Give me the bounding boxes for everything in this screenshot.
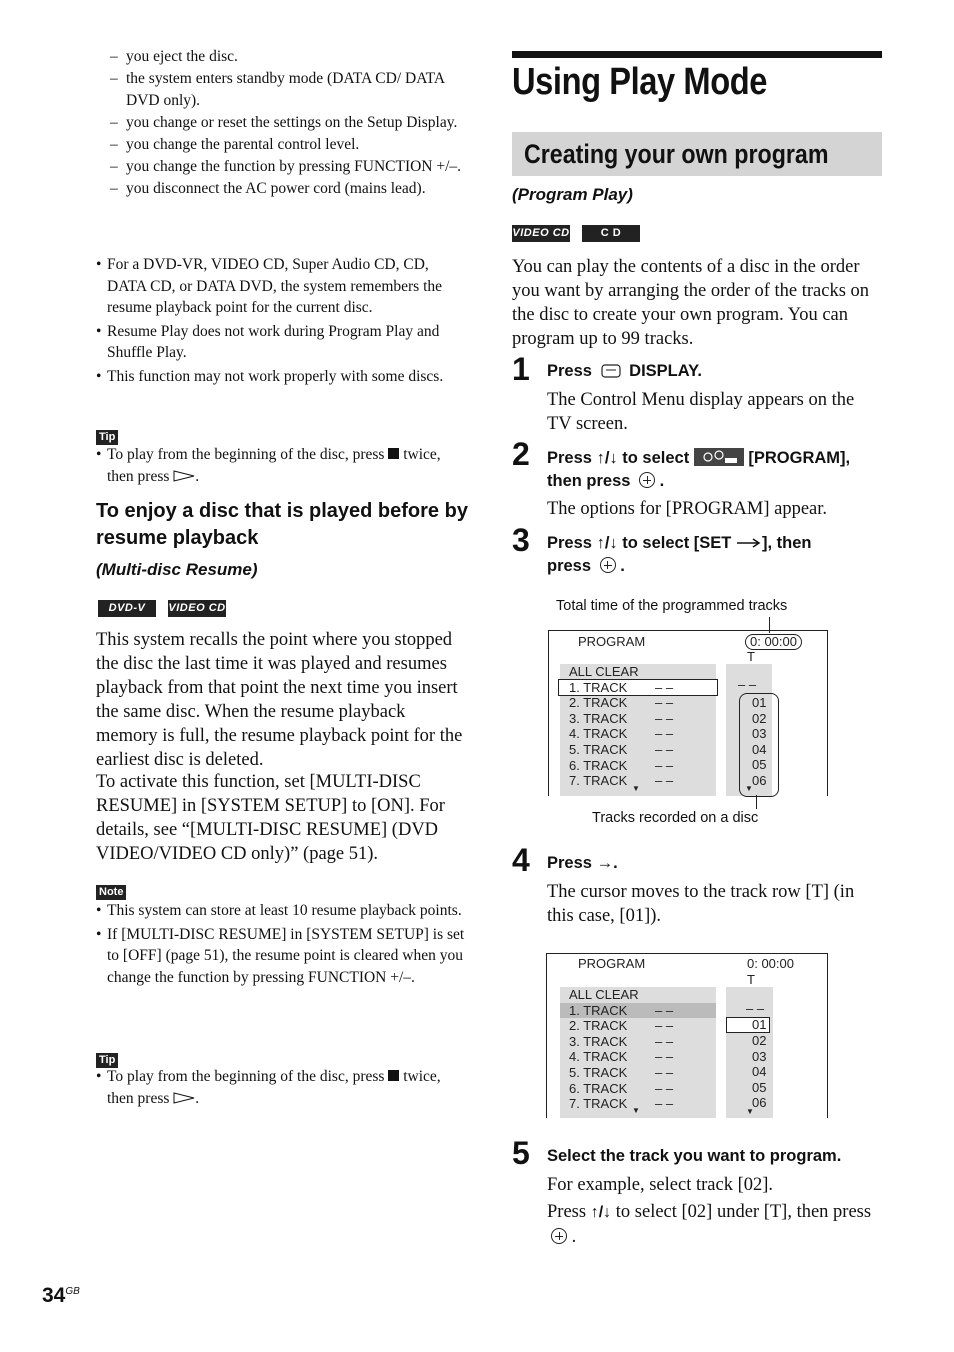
scroll-down-icon[interactable]: ▼ bbox=[632, 784, 640, 793]
track-dashes: – – bbox=[655, 1080, 674, 1096]
track-dashes: – – bbox=[655, 1002, 674, 1018]
play-icon bbox=[173, 470, 195, 482]
tip-text-a: To play from the beginning of the disc, press bbox=[107, 446, 385, 463]
step-2-body: The options for [PROGRAM] appear. bbox=[547, 499, 828, 519]
scroll-down-icon[interactable]: ▼ bbox=[745, 784, 753, 793]
track-label: 4. TRACK bbox=[569, 726, 628, 742]
track-row[interactable] bbox=[560, 758, 716, 774]
track-label: 5. TRACK bbox=[569, 741, 628, 757]
step-text: [PROGRAM], bbox=[748, 449, 851, 467]
track-label: 6. TRACK bbox=[569, 1080, 628, 1096]
track-row[interactable] bbox=[560, 742, 716, 758]
track-label: 1. TRACK bbox=[569, 679, 628, 695]
t-label: T bbox=[747, 649, 755, 664]
section-heading bbox=[96, 498, 468, 552]
step-text: ], then bbox=[761, 534, 812, 552]
track-row[interactable] bbox=[560, 726, 716, 742]
track-dashes: – – bbox=[655, 773, 674, 789]
stop-icon bbox=[388, 448, 399, 459]
list-item: – you change the parental control level. bbox=[108, 134, 468, 156]
tip-text-2 bbox=[96, 1066, 468, 1111]
track-number: 04 bbox=[752, 741, 767, 757]
note-block bbox=[96, 882, 126, 900]
track-number: 05 bbox=[752, 1079, 767, 1095]
list-item: • If [MULTI-DISC RESUME] in [SYSTEM SETUP] is set to [OFF] (page 51), the resume point is cleared when you change the function by pressing FUNCTION +/–. bbox=[96, 924, 468, 989]
step-5-body-2: Press ↑/↓ to select [02] under [T], then press . bbox=[547, 1202, 872, 1247]
note-label: Note bbox=[96, 885, 126, 900]
video-cd-badge: VIDEO CD bbox=[512, 225, 570, 242]
tip-text bbox=[96, 444, 468, 489]
step-number: 4 bbox=[512, 842, 530, 878]
caption-total-time: Total time of the programmed tracks bbox=[556, 598, 788, 614]
track-dashes: – – bbox=[655, 1096, 674, 1112]
display-button-icon bbox=[601, 364, 621, 378]
track-row-highlighted[interactable] bbox=[560, 1003, 716, 1019]
play-icon bbox=[173, 1092, 195, 1104]
step-1-body: The Control Menu display appears on the TV screen. bbox=[547, 390, 855, 434]
step-text: to select [SET bbox=[622, 534, 732, 552]
step-text: press bbox=[547, 557, 592, 575]
track-row[interactable] bbox=[560, 711, 716, 727]
page-number-value: 34 bbox=[42, 1284, 66, 1307]
track-number-list[interactable] bbox=[739, 693, 779, 797]
step-5-heading: Select the track you want to program. bbox=[547, 1147, 842, 1165]
track-number-selected[interactable]: 01 bbox=[726, 1017, 770, 1033]
track-number: 03 bbox=[752, 1048, 767, 1064]
program-menu-icon bbox=[694, 448, 744, 466]
enter-button-icon bbox=[600, 557, 616, 573]
all-clear-item[interactable]: ALL CLEAR bbox=[569, 664, 639, 679]
step-text: Press bbox=[547, 449, 592, 467]
track-label: 7. TRACK bbox=[569, 1096, 628, 1112]
track-dashes: – – bbox=[655, 741, 674, 757]
scroll-down-icon[interactable]: ▼ bbox=[632, 1106, 640, 1115]
total-time: 0: 00:00 bbox=[747, 956, 794, 971]
list-item: – you change the function by pressing FUNCTION +/–. bbox=[108, 156, 468, 178]
tip-text-b: twice, then press bbox=[107, 446, 441, 485]
arrow-right-icon bbox=[736, 538, 762, 548]
step-text: to select [02] under [T], then press bbox=[615, 1202, 872, 1222]
list-item: – you change or reset the settings on the Setup Display. bbox=[108, 112, 468, 134]
track-dashes: – – bbox=[655, 757, 674, 773]
list-item: • This system can store at least 10 resume playback points. bbox=[96, 900, 468, 922]
cd-badge: C D bbox=[582, 225, 640, 242]
track-panel bbox=[560, 987, 716, 1118]
list-item: – you disconnect the AC power cord (mains lead). bbox=[108, 178, 468, 200]
track-dashes: – – bbox=[655, 695, 674, 711]
tip-text-a: To play from the beginning of the disc, press bbox=[107, 1068, 385, 1085]
title-rule bbox=[512, 51, 882, 58]
bullet-list bbox=[96, 254, 468, 389]
intro-paragraph: You can play the contents of a disc in the order you want by arranging the order of the tracks on the disc to create your own program. You can program up to 99 tracks. bbox=[512, 257, 870, 349]
program-display-2 bbox=[546, 953, 828, 1118]
arrow-right-icon: →. bbox=[596, 854, 618, 872]
track-label: 3. TRACK bbox=[569, 710, 628, 726]
video-cd-badge: VIDEO CD bbox=[168, 600, 226, 617]
list-item: – the system enters standby mode (DATA CD/ DATA DVD only). bbox=[108, 68, 468, 112]
all-clear-item[interactable]: ALL CLEAR bbox=[569, 987, 639, 1002]
track-row[interactable] bbox=[560, 1081, 716, 1097]
track-number: 06 bbox=[752, 1095, 767, 1111]
section-subtitle: (Multi-disc Resume) bbox=[96, 560, 258, 579]
step-5-body-1: For example, select track [02]. bbox=[547, 1175, 774, 1195]
track-label: 2. TRACK bbox=[569, 1018, 628, 1034]
track-dashes: – – bbox=[655, 726, 674, 742]
enter-button-icon bbox=[551, 1228, 567, 1244]
scroll-down-icon[interactable]: ▼ bbox=[746, 1107, 754, 1116]
track-row[interactable] bbox=[560, 695, 716, 711]
t-dashes: – – bbox=[738, 677, 757, 692]
caption-tracks-on-disc: Tracks recorded on a disc bbox=[592, 810, 759, 826]
track-dashes: – – bbox=[655, 710, 674, 726]
track-row[interactable] bbox=[560, 1065, 716, 1081]
disc-badges bbox=[98, 598, 226, 617]
total-time: 0: 00:00 bbox=[745, 634, 802, 650]
step-text: to select bbox=[622, 449, 690, 467]
step-2-heading: Press ↑/↓ to select [PROGRAM], then press . bbox=[547, 449, 851, 490]
track-number: 02 bbox=[752, 710, 767, 726]
track-row[interactable] bbox=[560, 1049, 716, 1065]
track-number: 04 bbox=[752, 1064, 767, 1080]
list-item: • For a DVD-VR, VIDEO CD, Super Audio CD, CD, DATA CD, or DATA DVD, the system remembers the resume playback point for the current disc. bbox=[96, 254, 468, 319]
track-row[interactable] bbox=[560, 1018, 716, 1034]
program-play-label: (Program Play) bbox=[512, 185, 633, 204]
track-label: 5. TRACK bbox=[569, 1064, 628, 1080]
tip-label: Tip bbox=[96, 1053, 118, 1068]
step-1-heading bbox=[547, 360, 882, 383]
list-item: – you eject the disc. bbox=[108, 46, 468, 68]
track-row-selected[interactable] bbox=[559, 680, 717, 696]
page-suffix: GB bbox=[65, 1286, 80, 1297]
enter-button-icon bbox=[639, 472, 655, 488]
step-number: 2 bbox=[512, 436, 530, 472]
step-4-body: The cursor moves to the track row [T] (in this case, [01]). bbox=[547, 882, 855, 926]
step-text: Press bbox=[547, 1202, 587, 1222]
disc-badges bbox=[512, 223, 640, 242]
step-number: 5 bbox=[512, 1135, 530, 1171]
dvd-v-badge: DVD-V bbox=[98, 600, 156, 617]
list-item: • To play from the beginning of the disc, press twice, then press . bbox=[96, 1066, 468, 1109]
program-label: PROGRAM bbox=[578, 634, 646, 649]
resume-paragraph: This system recalls the point where you stopped the disc the last time it was played and resumes playback from that point the next time you insert the same disc. When the resume playback memory is full, the resume playback point for the earliest disc is deleted. bbox=[96, 630, 463, 770]
track-number: 01 bbox=[752, 695, 767, 710]
track-label: 3. TRACK bbox=[569, 1033, 628, 1049]
t-column-panel bbox=[726, 987, 773, 1118]
step-text: then press bbox=[547, 472, 631, 490]
step-number: 3 bbox=[512, 522, 530, 558]
up-down-arrows-icon: ↑/↓ bbox=[596, 449, 618, 467]
track-number: 05 bbox=[752, 757, 767, 773]
section-title: To enjoy a disc that is played before by resume playback bbox=[96, 500, 468, 549]
step-text: Press bbox=[547, 854, 592, 872]
track-dashes: – – bbox=[655, 1049, 674, 1065]
track-label: 4. TRACK bbox=[569, 1049, 628, 1065]
track-number: 02 bbox=[752, 1033, 767, 1048]
section-subtitle: Creating your own program bbox=[524, 139, 829, 169]
list-item: • To play from the beginning of the disc, press twice, then press . bbox=[96, 444, 468, 487]
list-item: • This function may not work properly with some discs. bbox=[96, 366, 468, 388]
program-label: PROGRAM bbox=[578, 956, 646, 971]
track-dashes: – – bbox=[655, 1064, 674, 1080]
list-item: • Resume Play does not work during Program Play and Shuffle Play. bbox=[96, 321, 468, 364]
track-row[interactable] bbox=[560, 1034, 716, 1050]
up-down-arrows-icon: ↑/↓ bbox=[596, 534, 618, 552]
tip-text-b: twice, then press bbox=[107, 1068, 441, 1107]
step-number: 1 bbox=[512, 351, 530, 387]
note-list bbox=[96, 900, 468, 990]
page-title: Using Play Mode bbox=[512, 61, 768, 103]
track-number: 06 bbox=[752, 772, 767, 788]
tip-label: Tip bbox=[96, 430, 118, 445]
up-down-arrows-icon: ↑/↓ bbox=[590, 1204, 612, 1221]
program-display-1 bbox=[548, 630, 828, 796]
track-dashes: – – bbox=[655, 1033, 674, 1049]
tip-block bbox=[96, 427, 118, 445]
t-label: T bbox=[747, 972, 755, 987]
step-3-heading: Press ↑/↓ to select [SET ], then press . bbox=[547, 534, 812, 575]
callout-line bbox=[756, 795, 757, 809]
step-4-heading bbox=[547, 852, 882, 875]
t-dashes: – – bbox=[746, 1001, 765, 1016]
stop-icon bbox=[388, 1070, 399, 1081]
step-text: DISPLAY. bbox=[629, 362, 702, 380]
track-label: 2. TRACK bbox=[569, 695, 628, 711]
track-label: 1. TRACK bbox=[569, 1002, 628, 1018]
track-dashes: – – bbox=[655, 679, 674, 695]
step-text: Press bbox=[547, 534, 592, 552]
activate-paragraph: To activate this function, set [MULTI-DISC RESUME] in [SYSTEM SETUP] to [ON]. For details, see “[MULTI-DISC RESUME] (DVD VIDEO/VIDEO CD only)” (page 51). bbox=[96, 772, 445, 864]
track-dashes: – – bbox=[655, 1018, 674, 1034]
track-label: 6. TRACK bbox=[569, 757, 628, 773]
page-number bbox=[42, 1284, 80, 1308]
track-label: 7. TRACK bbox=[569, 773, 628, 789]
step-text: Press bbox=[547, 362, 592, 380]
track-panel bbox=[560, 664, 716, 796]
dash-list bbox=[108, 46, 468, 200]
track-number-list[interactable] bbox=[726, 1017, 770, 1111]
track-number: 03 bbox=[752, 726, 767, 742]
